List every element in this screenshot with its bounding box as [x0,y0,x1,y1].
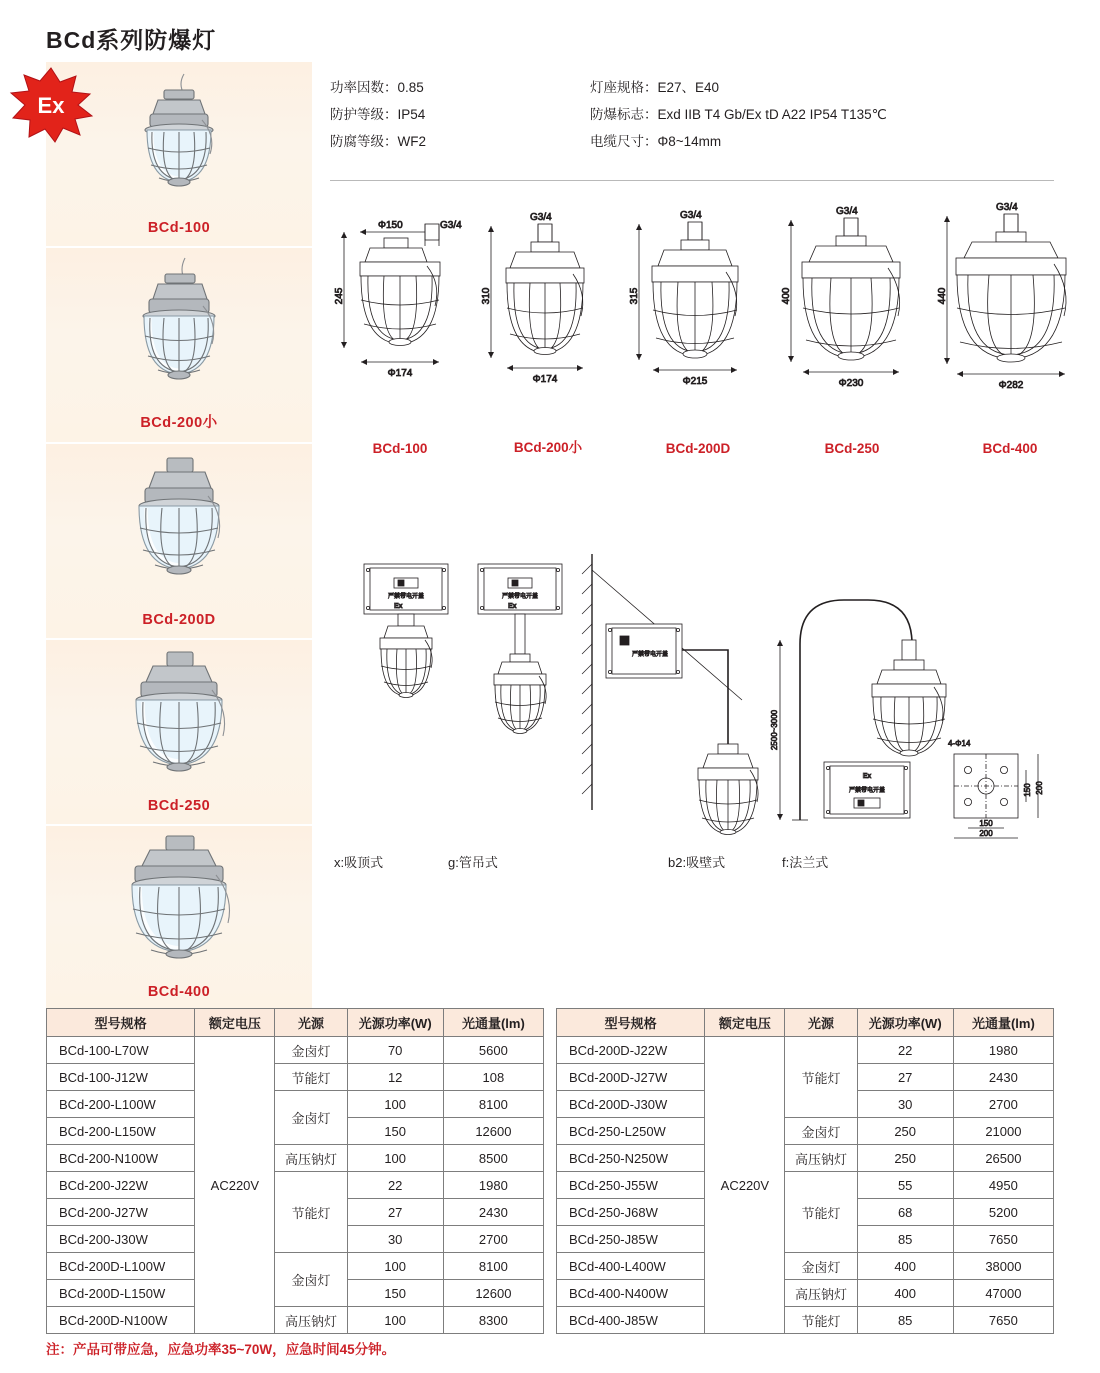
header-voltage: 额定电压 [195,1009,275,1037]
spec-divider [330,180,1054,181]
cell-source: 金卤灯 [785,1118,857,1145]
cell-power: 100 [347,1253,443,1280]
cell-power: 250 [857,1145,953,1172]
product-label: BCd-400 [147,984,211,1000]
cell-model: BCd-250-L250W [557,1118,705,1145]
table-row [557,1253,1054,1280]
svg-text:Φ282: Φ282 [998,380,1024,391]
lamp-illustration [113,256,245,414]
svg-text:Ex: Ex [394,603,403,610]
cell-power: 150 [347,1118,443,1145]
svg-text:315: 315 [629,287,640,305]
cell-power: 22 [347,1172,443,1199]
spec-corrosion-grade: 防腐等级：WF2 [330,134,426,149]
cell-model: BCd-200-L150W [47,1118,195,1145]
cell-model: BCd-100-L70W [47,1037,195,1064]
svg-text:440: 440 [937,287,948,305]
page-title: BCd系列防爆灯 [46,27,217,53]
cell-power: 30 [347,1226,443,1253]
dimension-bcd-200d [626,196,770,496]
cell-power: 68 [857,1199,953,1226]
cell-lumen: 1980 [443,1172,543,1199]
cell-lumen: 1980 [953,1037,1053,1064]
header-source: 光源 [275,1009,347,1037]
svg-text:2500~3000: 2500~3000 [770,709,779,751]
cell-power: 55 [857,1172,953,1199]
cell-source: 高压钠灯 [785,1280,857,1307]
mount-label-ceiling: x:吸顶式 [334,855,384,870]
cell-lumen: 2430 [443,1199,543,1226]
ex-badge-icon [8,66,94,144]
svg-text:严禁带电开盖: 严禁带电开盖 [848,788,886,794]
dimension-label: BCd-200小 [513,440,583,455]
cell-power: 85 [857,1307,953,1334]
cell-model: BCd-200D-J22W [557,1037,705,1064]
cell-model: BCd-250-N250W [557,1145,705,1172]
mount-pipe [478,564,562,734]
svg-text:4-Φ14: 4-Φ14 [948,739,971,748]
svg-text:严禁带电开盖: 严禁带电开盖 [387,594,425,600]
product-card-bcd-250[interactable] [46,640,312,826]
header-voltage: 额定电压 [705,1009,785,1037]
mount-label-wall: b2:吸壁式 [668,855,726,870]
cell-source: 高压钠灯 [275,1307,347,1334]
table-row [557,1118,1054,1145]
cell-lumen: 38000 [953,1253,1053,1280]
table-row [47,1064,544,1091]
dimension-label: BCd-200D [665,441,731,456]
svg-text:Φ230: Φ230 [838,378,864,389]
product-label: BCd-100 [147,220,211,236]
cell-lumen: 2700 [443,1226,543,1253]
table-row [557,1280,1054,1307]
table-row [557,1172,1054,1199]
header-power: 光源功率(W) [347,1009,443,1037]
cell-voltage: AC220V [705,1037,785,1334]
cell-lumen: 47000 [953,1280,1053,1307]
dimension-bcd-250 [778,196,926,496]
table-row [47,1091,544,1118]
cell-model: BCd-250-J68W [557,1199,705,1226]
spec-power-factor: 功率因数：0.85 [330,80,424,95]
table-row [557,1037,1054,1064]
svg-text:G3/4: G3/4 [530,212,552,223]
cell-model: BCd-200D-J27W [557,1064,705,1091]
spec-table-left [46,1008,544,1334]
cell-lumen: 7650 [953,1226,1053,1253]
table-header-row [47,1009,544,1037]
cell-source: 金卤灯 [275,1037,347,1064]
product-card-bcd-200x[interactable] [46,248,312,444]
cell-voltage: AC220V [195,1037,275,1334]
product-card-bcd-400[interactable] [46,826,312,1012]
table-row [47,1145,544,1172]
cell-source: 节能灯 [275,1172,347,1253]
svg-text:G3/4: G3/4 [996,202,1018,213]
cell-lumen: 7650 [953,1307,1053,1334]
cell-model: BCd-200-L100W [47,1091,195,1118]
svg-text:400: 400 [781,287,792,305]
table-header-row [557,1009,1054,1037]
lamp-illustration [109,648,249,800]
cell-power: 27 [857,1064,953,1091]
spec-column-right [590,74,887,155]
cell-lumen: 108 [443,1064,543,1091]
header-model: 型号规格 [557,1009,705,1037]
cell-model: BCd-400-L400W [557,1253,705,1280]
header-lumen: 光通量(lm) [443,1009,543,1037]
mounting-drawings [330,530,1054,890]
cell-source: 节能灯 [785,1037,857,1118]
cell-lumen: 12600 [443,1280,543,1307]
lamp-illustration [114,70,244,220]
cell-power: 400 [857,1280,953,1307]
cell-model: BCd-400-N400W [557,1280,705,1307]
cell-power: 100 [347,1145,443,1172]
cell-lumen: 26500 [953,1145,1053,1172]
table-row [557,1307,1054,1334]
cell-model: BCd-200D-L150W [47,1280,195,1307]
cell-power: 150 [347,1280,443,1307]
cell-model: BCd-200-J30W [47,1226,195,1253]
header-model: 型号规格 [47,1009,195,1037]
svg-text:200: 200 [979,829,993,838]
cell-power: 70 [347,1037,443,1064]
cell-lumen: 8100 [443,1091,543,1118]
cell-lumen: 2430 [953,1064,1053,1091]
mount-flange [770,600,1044,838]
cell-lumen: 4950 [953,1172,1053,1199]
spec-socket: 灯座规格：E27、E40 [590,80,720,95]
dimension-bcd-100 [330,196,470,496]
cell-lumen: 8100 [443,1253,543,1280]
svg-text:Ex: Ex [862,773,872,780]
svg-text:严禁带电开盖: 严禁带电开盖 [501,594,539,600]
cell-lumen: 21000 [953,1118,1053,1145]
svg-text:Φ150: Φ150 [378,220,403,231]
cell-model: BCd-200D-J30W [557,1091,705,1118]
spec-table-right [556,1008,1054,1334]
cell-power: 100 [347,1307,443,1334]
cell-source: 节能灯 [785,1307,857,1334]
svg-text:245: 245 [334,287,345,305]
cell-source: 金卤灯 [275,1253,347,1307]
cell-source: 节能灯 [275,1064,347,1091]
cell-lumen: 2700 [953,1091,1053,1118]
svg-text:Φ174: Φ174 [387,368,413,379]
svg-text:G3/4: G3/4 [440,220,462,231]
cell-model: BCd-200-N100W [47,1145,195,1172]
cell-model: BCd-250-J85W [557,1226,705,1253]
cell-power: 30 [857,1091,953,1118]
svg-text:200: 200 [1035,781,1044,795]
cell-source: 节能灯 [785,1172,857,1253]
cell-power: 100 [347,1091,443,1118]
cell-source: 金卤灯 [785,1253,857,1280]
table-row [557,1145,1054,1172]
cell-model: BCd-200-J22W [47,1172,195,1199]
header-power: 光源功率(W) [857,1009,953,1037]
cell-source: 高压钠灯 [275,1145,347,1172]
svg-text:Φ174: Φ174 [532,374,558,385]
spec-column-left [330,74,590,155]
dimension-label: BCd-250 [824,441,880,456]
table-row [47,1307,544,1334]
cell-model: BCd-200-J27W [47,1199,195,1226]
svg-text:Ex: Ex [37,93,65,118]
cell-power: 250 [857,1118,953,1145]
dimension-bcd-200x [478,196,618,496]
mount-label-pipe: g:管吊式 [448,855,498,870]
lamp-illustration [111,452,247,610]
cell-power: 27 [347,1199,443,1226]
svg-text:G3/4: G3/4 [680,210,702,221]
svg-text:150: 150 [979,819,993,828]
cell-model: BCd-250-J55W [557,1172,705,1199]
product-label: BCd-200小 [140,415,218,431]
table-row [47,1172,544,1199]
spec-cable-size: 电缆尺寸：Φ8~14mm [590,134,722,149]
spec-ex-marking: 防爆标志：Exd IIB T4 Gb/Ex tD A22 IP54 T135℃ [590,107,887,122]
cell-lumen: 12600 [443,1118,543,1145]
cell-lumen: 5600 [443,1037,543,1064]
cell-power: 12 [347,1064,443,1091]
cell-power: 85 [857,1226,953,1253]
cell-model: BCd-400-J85W [557,1307,705,1334]
cell-model: BCd-200D-N100W [47,1307,195,1334]
cell-power: 400 [857,1253,953,1280]
header-lumen: 光通量(lm) [953,1009,1053,1037]
cell-source: 高压钠灯 [785,1145,857,1172]
dimension-label: BCd-400 [982,441,1038,456]
svg-text:150: 150 [1023,783,1032,797]
svg-text:严禁带电开盖: 严禁带电开盖 [631,652,669,658]
table-row [47,1253,544,1280]
header-source: 光源 [785,1009,857,1037]
cell-lumen: 8300 [443,1307,543,1334]
mount-ceiling [364,564,448,698]
svg-text:310: 310 [481,287,492,305]
cell-lumen: 8500 [443,1145,543,1172]
lamp-illustration [106,834,252,984]
cell-model: BCd-100-J12W [47,1064,195,1091]
specification-block [330,74,1054,155]
dimension-drawings [330,196,1054,506]
cell-source: 金卤灯 [275,1091,347,1145]
cell-lumen: 5200 [953,1199,1053,1226]
dimension-label: BCd-100 [372,441,428,456]
product-label: BCd-250 [147,798,211,814]
mount-label-flange: f:法兰式 [782,855,829,870]
product-gallery [46,62,312,1012]
svg-text:G3/4: G3/4 [836,206,858,217]
dimension-bcd-400 [934,196,1086,496]
product-card-bcd-200d[interactable] [46,444,312,640]
cell-power: 22 [857,1037,953,1064]
product-label: BCd-200D [142,612,216,628]
footer-note: 注：产品可带应急，应急功率35~70W，应急时间45分钟。 [46,1342,396,1357]
svg-text:Ex: Ex [508,603,517,610]
table-row [47,1037,544,1064]
mount-wall [582,554,758,835]
spec-protection-grade: 防护等级：IP54 [330,107,426,122]
cell-model: BCd-200D-L100W [47,1253,195,1280]
svg-text:Φ215: Φ215 [682,376,708,387]
